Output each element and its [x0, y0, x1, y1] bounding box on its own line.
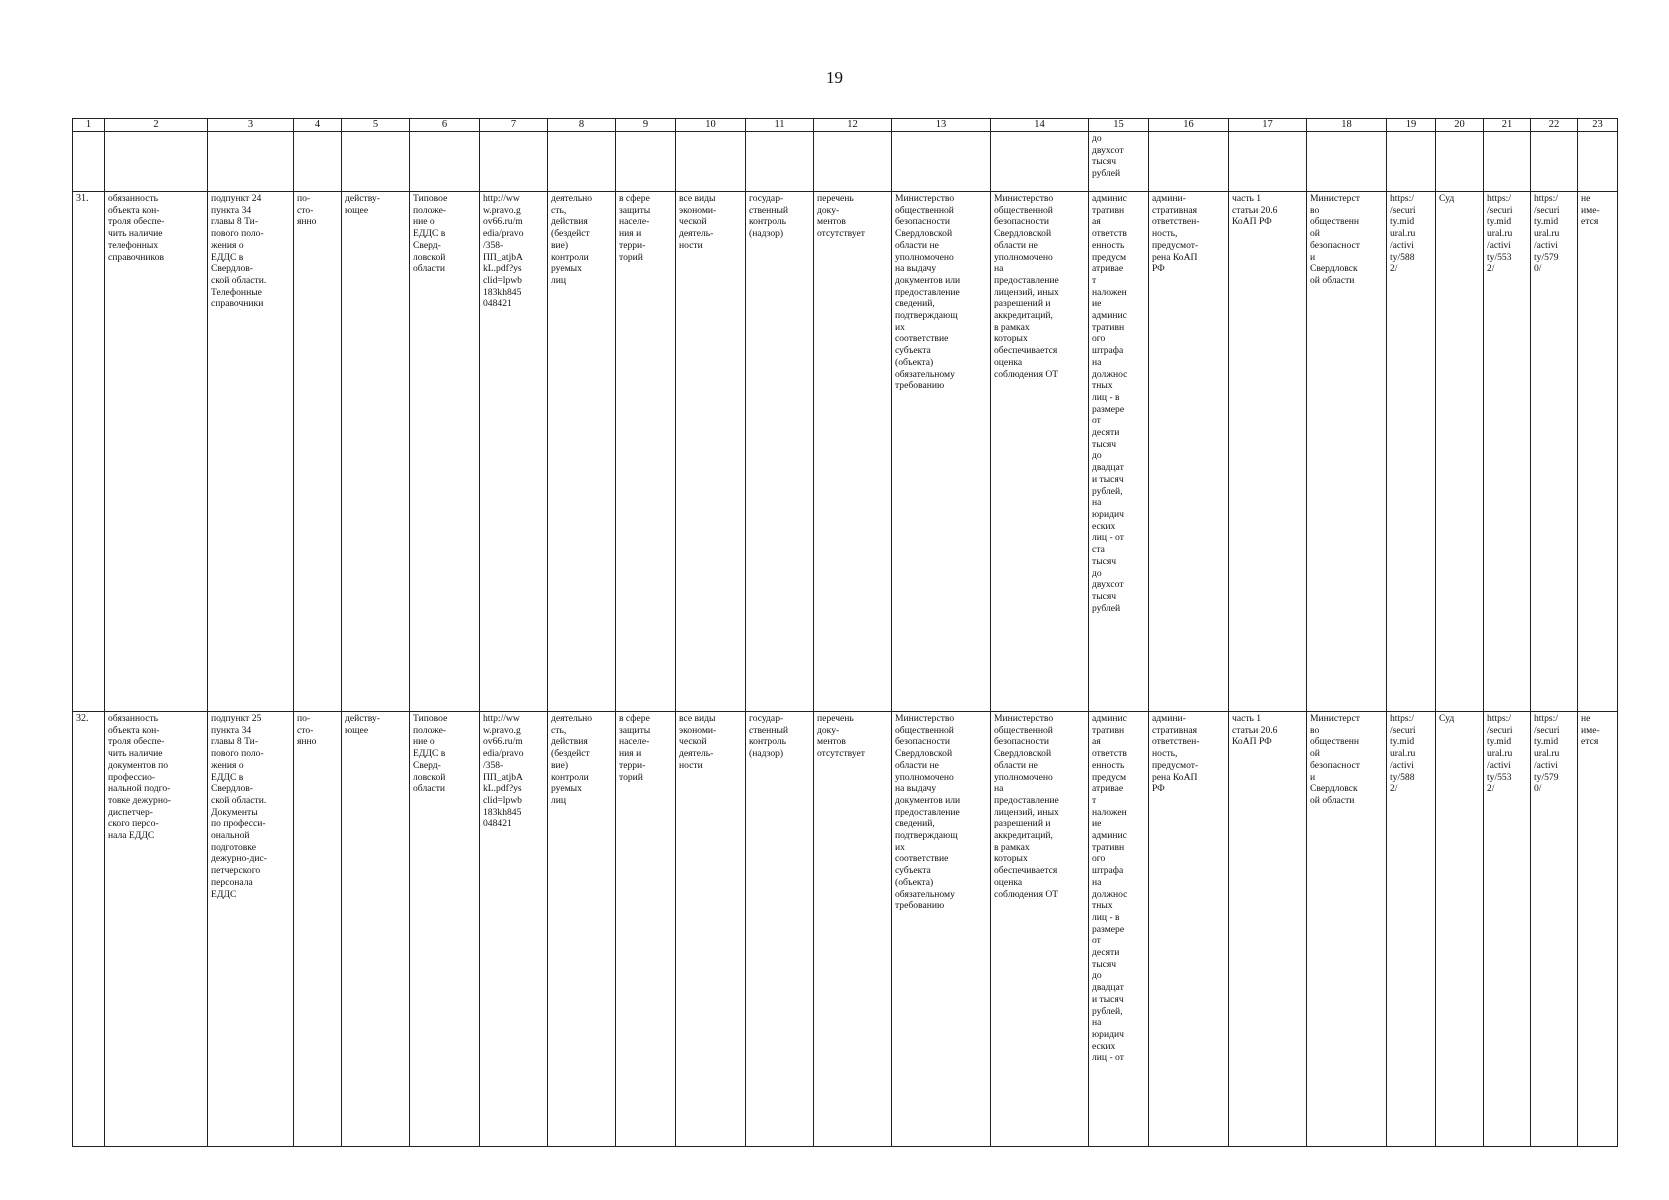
row-number-cell: 31. — [73, 192, 105, 712]
table-cell: Министерство общественной безопасности Свердловской области не уполномочено на предоставление лицензий, иных разрешений и аккредитаций, в рамках которых обеспечивается оценка соблюдения ОТ — [991, 192, 1089, 712]
continuation-cell — [1436, 132, 1484, 192]
table-cell: деятельно сть, действия (бездейст вие) контроли руемых лиц — [548, 192, 616, 712]
table-cell: часть 1 статьи 20.6 КоАП РФ — [1229, 712, 1307, 1147]
continuation-cell: до двухсот тысяч рублей — [1089, 132, 1149, 192]
table-cell: админис тративн ая ответств енность предусм атривае т наложен ие админис тративн ого штрафа на должнос тных лиц - в размере от десяти тысяч до двадцат и тысяч рублей, на юридич еских лиц - от — [1089, 712, 1149, 1147]
continuation-cell — [892, 132, 991, 192]
column-number-cell: 14 — [991, 119, 1089, 132]
column-number-cell: 20 — [1436, 119, 1484, 132]
table-cell: Министерство общественной безопасности Свердловской области не уполномочено на предоставление лицензий, иных разрешений и аккредитаций, в рамках которых обеспечивается оценка соблюдения ОТ — [991, 712, 1089, 1147]
continuation-cell — [1307, 132, 1387, 192]
table-cell: Типовое положе- ние о ЕДДС в Сверд- ловской области — [410, 712, 480, 1147]
continuation-cell — [676, 132, 746, 192]
table-cell: Суд — [1436, 192, 1484, 712]
continuation-cell — [548, 132, 616, 192]
column-number-cell: 12 — [814, 119, 892, 132]
table-cell: Министерст во общественн ой безопасност и Свердловск ой области — [1307, 712, 1387, 1147]
column-number-cell: 5 — [342, 119, 410, 132]
column-number-cell: 6 — [410, 119, 480, 132]
continuation-cell — [1229, 132, 1307, 192]
continuation-cell — [616, 132, 676, 192]
table-cell: по- сто- янно — [294, 712, 342, 1147]
table-cell: подпункт 25 пункта 34 главы 8 Ти- пового поло- жения о ЕДДС в Свердлов- ской области. Документы по професси- ональной подготовке дежурно-дис- петчерского персонала ЕДДС — [208, 712, 294, 1147]
table-cell: https:/ /securi ty.mid ural.ru /activi ty/553 2/ — [1484, 712, 1531, 1147]
continuation-row — [73, 132, 1618, 192]
page-number: 19 — [826, 68, 843, 87]
table-cell: http://ww w.pravo.g ov66.ru/m edia/pravo /358- ПП_atjbA kL.pdf?ys clid=lpwb 183kh845 048421 — [480, 712, 548, 1147]
column-number-cell: 17 — [1229, 119, 1307, 132]
table-cell: деятельно сть, действия (бездейст вие) контроли руемых лиц — [548, 712, 616, 1147]
column-number-cell: 19 — [1387, 119, 1436, 132]
table-cell: действу- ющее — [342, 712, 410, 1147]
column-number-cell: 23 — [1578, 119, 1618, 132]
column-number-cell: 21 — [1484, 119, 1531, 132]
table-cell: государ- ственный контроль (надзор) — [746, 712, 814, 1147]
table-cell: не име- ется — [1578, 192, 1618, 712]
continuation-cell — [342, 132, 410, 192]
column-number-cell: 4 — [294, 119, 342, 132]
table-cell: все виды экономи- ческой деятель- ности — [676, 192, 746, 712]
continuation-cell — [746, 132, 814, 192]
table-cell: Суд — [1436, 712, 1484, 1147]
continuation-cell — [73, 132, 105, 192]
table-cell: Типовое положе- ние о ЕДДС в Сверд- ловской области — [410, 192, 480, 712]
table-cell: в сфере защиты населе- ния и терри- торий — [616, 192, 676, 712]
table-cell: государ- ственный контроль (надзор) — [746, 192, 814, 712]
table-cell: перечень доку- ментов отсутствует — [814, 712, 892, 1147]
table-cell: https:/ /securi ty.mid ural.ru /activi ty/579 0/ — [1531, 712, 1578, 1147]
table-cell: админис тративн ая ответств енность предусм атривае т наложен ие админис тративн ого штрафа на должнос тных лиц - в размере от десяти тысяч до двадцат и тысяч рублей, на юридич еских лиц - от ста тысяч до двухсот тысяч рублей — [1089, 192, 1149, 712]
row-number-cell: 32. — [73, 712, 105, 1147]
continuation-cell — [1484, 132, 1531, 192]
column-number-cell: 16 — [1149, 119, 1229, 132]
table-cell: часть 1 статьи 20.6 КоАП РФ — [1229, 192, 1307, 712]
continuation-cell — [294, 132, 342, 192]
continuation-cell — [1149, 132, 1229, 192]
table-cell: Министерство общественной безопасности Свердловской области не уполномочено на выдачу документов или предоставление сведений, подтверждающ их соответствие субъекта (объекта) обязательному требованию — [892, 192, 991, 712]
table-cell: все виды экономи- ческой деятель- ности — [676, 712, 746, 1147]
continuation-cell — [1578, 132, 1618, 192]
table-cell: Министерство общественной безопасности Свердловской области не уполномочено на выдачу документов или предоставление сведений, подтверждающ их соответствие субъекта (объекта) обязательному требованию — [892, 712, 991, 1147]
column-number-cell: 11 — [746, 119, 814, 132]
table-cell: Министерст во общественн ой безопасност и Свердловск ой области — [1307, 192, 1387, 712]
column-number-cell: 15 — [1089, 119, 1149, 132]
table-row — [73, 192, 1618, 712]
column-number-cell: 2 — [105, 119, 208, 132]
table-cell: обязанность объекта кон- троля обеспе- чить наличие документов по профессио- нальной подго- товке дежурно- диспетчер- ского персо- нала ЕДДС — [105, 712, 208, 1147]
column-number-cell: 22 — [1531, 119, 1578, 132]
column-number-cell: 3 — [208, 119, 294, 132]
continuation-cell — [991, 132, 1089, 192]
table-cell: по- сто- янно — [294, 192, 342, 712]
requirements-table — [72, 118, 1618, 1147]
column-number-cell: 10 — [676, 119, 746, 132]
column-number-cell: 9 — [616, 119, 676, 132]
column-number-cell: 8 — [548, 119, 616, 132]
table-cell: https:/ /securi ty.mid ural.ru /activi ty/588 2/ — [1387, 192, 1436, 712]
column-number-cell: 13 — [892, 119, 991, 132]
table-cell: действу- ющее — [342, 192, 410, 712]
continuation-cell — [410, 132, 480, 192]
continuation-cell — [1531, 132, 1578, 192]
continuation-cell — [814, 132, 892, 192]
continuation-cell — [1387, 132, 1436, 192]
table-cell: в сфере защиты населе- ния и терри- торий — [616, 712, 676, 1147]
column-number-cell: 1 — [73, 119, 105, 132]
column-number-cell: 7 — [480, 119, 548, 132]
table-cell: https:/ /securi ty.mid ural.ru /activi ty/579 0/ — [1531, 192, 1578, 712]
table-cell: админи- стративная ответствен- ность, предусмот- рена КоАП РФ — [1149, 192, 1229, 712]
table-cell: не име- ется — [1578, 712, 1618, 1147]
table-row — [73, 712, 1618, 1147]
table-cell: обязанность объекта кон- троля обеспе- чить наличие телефонных справочников — [105, 192, 208, 712]
continuation-cell — [105, 132, 208, 192]
column-number-cell: 18 — [1307, 119, 1387, 132]
table-cell: https:/ /securi ty.mid ural.ru /activi ty/588 2/ — [1387, 712, 1436, 1147]
continuation-cell — [208, 132, 294, 192]
column-number-row — [73, 119, 1618, 132]
table-cell: http://ww w.pravo.g ov66.ru/m edia/pravo /358- ПП_atjbA kL.pdf?ys clid=lpwb 183kh845 048421 — [480, 192, 548, 712]
table-cell: админи- стративная ответствен- ность, предусмот- рена КоАП РФ — [1149, 712, 1229, 1147]
table-cell: подпункт 24 пункта 34 главы 8 Ти- пового поло- жения о ЕДДС в Свердлов- ской области. Телефонные справочники — [208, 192, 294, 712]
continuation-cell — [480, 132, 548, 192]
table-cell: https:/ /securi ty.mid ural.ru /activi ty/553 2/ — [1484, 192, 1531, 712]
table-cell: перечень доку- ментов отсутствует — [814, 192, 892, 712]
